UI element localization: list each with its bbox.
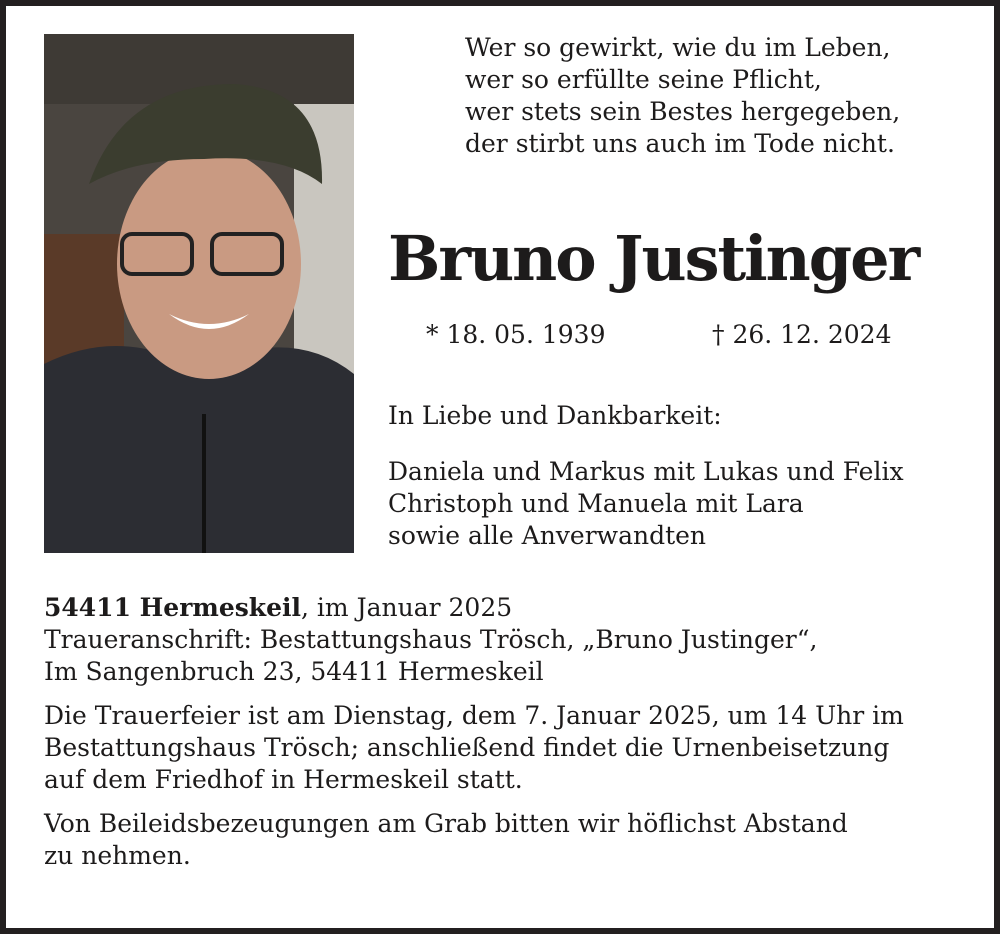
ceremony-line: Bestattungshaus Trösch; anschließend findet die Urnenbeisetzung bbox=[44, 733, 890, 762]
poem-line: wer so erfüllte seine Pflicht, bbox=[465, 65, 822, 94]
poem bbox=[465, 32, 900, 160]
request-line: Von Beileidsbezeugungen am Grab bitten wir höflichst Abstand bbox=[44, 809, 848, 838]
place-date bbox=[44, 592, 904, 624]
ceremony-line: Die Trauerfeier ist am Dienstag, dem 7. Januar 2025, um 14 Uhr im bbox=[44, 701, 904, 730]
date: , im Januar 2025 bbox=[301, 593, 513, 622]
details bbox=[44, 592, 904, 872]
address-line: Traueranschrift: Bestattungshaus Trösch, „Bruno Justinger“, bbox=[44, 625, 818, 654]
address-line: Im Sangenbruch 23, 54411 Hermeskeil bbox=[44, 657, 544, 686]
family-line: sowie alle Anverwandten bbox=[388, 521, 707, 550]
dedication: In Liebe und Dankbarkeit: bbox=[388, 401, 722, 430]
ceremony-line: auf dem Friedhof in Hermeskeil statt. bbox=[44, 765, 523, 794]
deceased-name: Bruno Justinger bbox=[388, 222, 919, 295]
portrait-photo bbox=[44, 34, 354, 553]
poem-line: Wer so gewirkt, wie du im Leben, bbox=[465, 33, 891, 62]
poem-line: wer stets sein Bestes hergegeben, bbox=[465, 97, 901, 126]
place: 54411 Hermeskeil bbox=[44, 593, 302, 622]
family-list bbox=[388, 456, 904, 552]
family-line: Daniela und Markus mit Lukas und Felix bbox=[388, 457, 904, 486]
request-line: zu nehmen. bbox=[44, 841, 191, 870]
death-date: † 26. 12. 2024 bbox=[712, 320, 892, 349]
family-line: Christoph und Manuela mit Lara bbox=[388, 489, 804, 518]
poem-line: der stirbt uns auch im Tode nicht. bbox=[465, 129, 895, 158]
birth-date: * 18. 05. 1939 bbox=[426, 320, 606, 349]
